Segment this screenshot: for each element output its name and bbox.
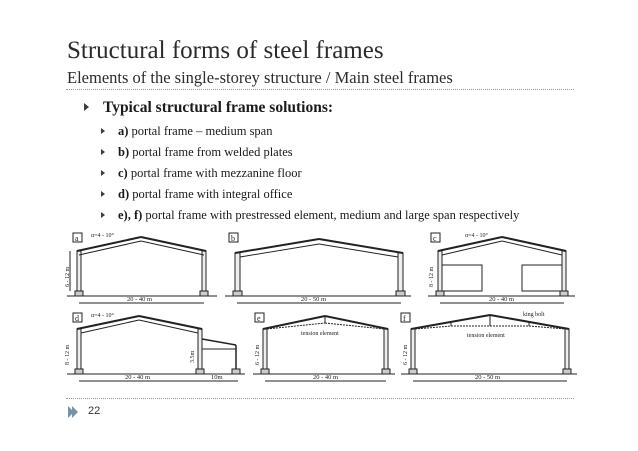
frame-solutions-figure	[65, 223, 579, 395]
bullet-arrow-icon	[101, 128, 105, 134]
list-item	[101, 121, 519, 142]
column	[202, 251, 206, 291]
span-label: 20 - 50 m	[301, 296, 327, 303]
span-label: 20 - 40 m	[489, 296, 515, 303]
pitch-label: α=4 - 10°	[91, 233, 114, 239]
height-label: 6 - 12 m	[403, 344, 409, 365]
bullet-arrow-icon	[101, 212, 105, 218]
item-text: portal frame with mezzanine floor	[127, 166, 302, 180]
panel-tag: b	[231, 234, 235, 243]
solution-list	[101, 121, 519, 226]
office-span-label: 10m	[211, 374, 223, 381]
title-divider	[66, 89, 574, 90]
height-label: 6 - 12 m	[65, 266, 71, 287]
panel-tag: a	[75, 234, 79, 243]
slide-title: Structural forms of steel frames	[67, 37, 384, 64]
bullet-arrow-icon	[101, 170, 105, 176]
span-label: 20 - 40 m	[125, 374, 151, 381]
list-item	[101, 184, 519, 205]
item-text: portal frame from welded plates	[129, 145, 293, 159]
tension-label: tension element	[301, 331, 339, 337]
item-text: portal frame with integral office	[129, 187, 293, 201]
panel-tag: d	[75, 314, 79, 323]
page-number: 22	[88, 405, 101, 417]
item-text: portal frame – medium span	[128, 124, 273, 138]
footer-divider	[66, 398, 574, 399]
tension-label: tension element	[467, 333, 505, 339]
bullet-arrow-icon	[84, 103, 89, 111]
item-letter: c)	[118, 166, 128, 180]
column	[77, 251, 81, 291]
panel-a	[65, 232, 217, 303]
panel-tag: c	[433, 234, 437, 243]
panel-c	[428, 232, 575, 303]
list-item	[101, 142, 519, 163]
item-letter: b)	[118, 145, 130, 159]
main-bullet	[84, 98, 333, 118]
item-text: portal frame with prestressed element, medium and large span respectively	[142, 208, 520, 222]
height-label: 6 - 12 m	[255, 344, 261, 365]
panel-tag: e	[257, 314, 261, 323]
height-label: 8 - 12 m	[65, 344, 71, 365]
panel-f	[401, 312, 577, 381]
item-letter: d)	[118, 187, 130, 201]
pitch-label: α=4 - 10°	[465, 233, 488, 239]
panel-d	[65, 312, 245, 381]
king-bolt-label: king bolt	[523, 312, 545, 318]
span-label: 20 - 50 m	[475, 374, 501, 381]
span-label: 20 - 40 m	[313, 374, 339, 381]
span-label: 20 - 40 m	[127, 296, 153, 303]
height-label: 8 - 12 m	[429, 266, 435, 287]
slide-subtitle: Elements of the single-storey structure / Main steel frames	[67, 68, 453, 87]
item-letter: e), f)	[118, 208, 143, 222]
office-height-label: 3.5m	[190, 350, 196, 363]
list-item	[101, 163, 519, 184]
bullet-arrow-icon	[101, 191, 105, 197]
pitch-label: α=4 - 10°	[91, 313, 114, 319]
item-letter: a)	[118, 124, 129, 138]
main-bullet-text: Typical structural frame solutions:	[103, 99, 334, 116]
panel-b	[225, 233, 411, 303]
panel-e	[253, 313, 395, 381]
bullet-arrow-icon	[101, 149, 105, 155]
page-arrow-icon	[72, 406, 78, 418]
panel-tag: f	[403, 314, 406, 323]
